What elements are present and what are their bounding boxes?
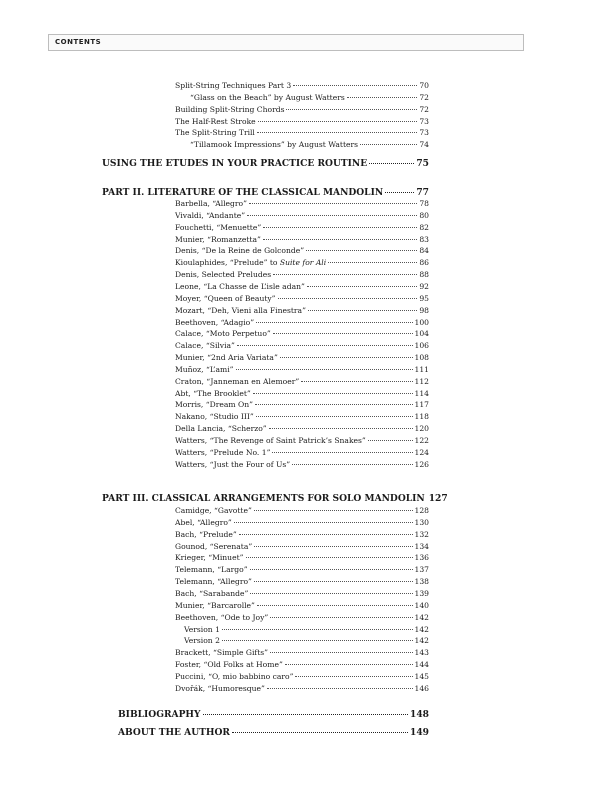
toc-entry-text: Puccini, “O, mio babbino caro”: [175, 671, 294, 681]
toc-entry: [175, 436, 429, 448]
contents-header-label: CONTENTS: [55, 38, 102, 46]
toc-entry-text: Telemann, “Allegro”: [175, 577, 252, 587]
dot-leader: [270, 617, 412, 618]
section-heading: [118, 709, 429, 722]
page-number: 108: [414, 353, 429, 363]
toc-entry-title: [175, 400, 253, 410]
page-number: 142: [414, 624, 429, 634]
toc-entry-text: Dvořák, “Humoresque”: [175, 683, 265, 693]
page-number: 88: [419, 270, 429, 280]
page-number: 144: [414, 660, 429, 670]
toc-entry-title: [175, 270, 271, 280]
dot-leader: [253, 393, 413, 394]
toc-entry: [175, 223, 429, 235]
dot-leader: [258, 121, 417, 122]
page-number: 92: [419, 281, 429, 291]
toc-entry-text: Krieger, “Minuet”: [175, 553, 244, 563]
toc-entry: [190, 140, 429, 152]
toc-entry-text: BIBLIOGRAPHY: [118, 709, 201, 720]
dot-leader: [306, 250, 417, 251]
page-number: 124: [414, 447, 429, 457]
toc-entry-title: [190, 93, 345, 103]
toc-entry-text: ABOUT THE AUTHOR: [118, 727, 230, 738]
toc-entry-text: Della Lancia, “Scherzo”: [175, 424, 267, 434]
toc-entry: [175, 377, 429, 389]
page-number: 78: [419, 199, 429, 208]
toc-entry-title: [175, 684, 265, 694]
page-number: 136: [414, 553, 429, 563]
dot-leader: [295, 676, 412, 677]
toc-entry-title: [175, 258, 326, 268]
dot-leader: [272, 452, 412, 453]
toc-entry-text: Bach, “Prelude”: [175, 529, 237, 539]
toc-entry-text: Morris, “Dream On”: [175, 400, 253, 410]
page-number: 73: [419, 128, 429, 138]
toc-entry: [175, 601, 429, 613]
toc-entry-title: [175, 565, 248, 575]
page-number: 138: [414, 577, 429, 587]
toc-entry-text: Craton, “Janneman en Alemoer”: [175, 376, 300, 386]
toc-entry: [175, 282, 429, 294]
dot-leader: [263, 239, 417, 240]
page-number: 104: [414, 329, 429, 339]
dot-leader: [254, 510, 413, 511]
toc-entry-title: [184, 625, 220, 635]
page-number: 139: [414, 588, 429, 598]
toc-entry-text: Telemann, “Largo”: [175, 565, 248, 575]
dot-leader: [273, 333, 413, 334]
toc-entry-text: Vivaldi, “Andante”: [175, 210, 246, 220]
toc-entry-title: [175, 235, 261, 245]
toc-entry-text: Foster, “Old Folks at Home”: [175, 660, 283, 670]
toc-entry-title: [175, 672, 293, 682]
page-number: 82: [419, 222, 429, 232]
toc-entry-title: [175, 318, 254, 328]
toc-entry-title: [175, 613, 268, 623]
toc-entry: [175, 613, 429, 625]
toc-entry-title: [175, 518, 232, 528]
toc-entry-title: [175, 389, 251, 399]
toc-entry-title: [190, 140, 358, 150]
dot-leader: [285, 664, 413, 665]
toc-entry-text: Building Split-String Chords: [175, 104, 285, 114]
toc-entry-title: [175, 589, 248, 599]
dot-leader: [203, 714, 409, 715]
toc-entry: [175, 589, 429, 601]
toc-entry-text: Munier, “2nd Aria Variata”: [175, 353, 278, 363]
toc-entry: [175, 518, 429, 530]
toc-entry-text: Version 1: [184, 624, 220, 634]
toc-entry-text: The Half-Rest Stroke: [175, 116, 256, 126]
toc-entry-title: [175, 294, 276, 304]
page-number: 70: [419, 81, 429, 90]
toc-entry-title: [175, 246, 304, 256]
dot-leader: [308, 310, 417, 311]
toc-entry-title: [175, 199, 247, 209]
toc-entry: [175, 365, 429, 377]
toc-entry-text: USING THE ETUDES IN YOUR PRACTICE ROUTINE: [102, 158, 368, 169]
dot-leader: [368, 440, 413, 441]
toc-entry: [175, 412, 429, 424]
page-number: 114: [414, 388, 429, 398]
dot-leader: [254, 581, 413, 582]
toc-entry-text: Munier, “Barcarolle”: [175, 600, 255, 610]
toc-entry-text: Moyer, “Queen of Beauty”: [175, 293, 276, 303]
toc-entry-title: [175, 81, 291, 91]
page-number: 83: [419, 234, 429, 244]
page-number: 148: [410, 709, 429, 720]
toc-entry-title: [175, 128, 255, 138]
toc-entry: [175, 684, 429, 696]
toc-entry-title: [175, 353, 278, 363]
toc-entry-title: [175, 105, 284, 115]
toc-entry: [175, 341, 429, 353]
page-number: 98: [419, 305, 429, 315]
toc-entry-title: [175, 436, 366, 446]
toc-entry: [175, 672, 429, 684]
section-heading: [102, 493, 448, 506]
toc-entry-title: [175, 365, 234, 375]
page-number: 130: [414, 517, 429, 527]
toc-entry: [175, 199, 429, 211]
dot-leader: [278, 298, 417, 299]
toc-entry-text: The Split-String Trill: [175, 128, 255, 138]
toc-entry: [175, 353, 429, 365]
toc-entry-text: Abel, “Allegro”: [175, 517, 232, 527]
toc-entry: [175, 448, 429, 460]
dot-leader: [328, 262, 417, 263]
toc-entry-title: [175, 577, 252, 587]
toc-entry: [175, 270, 429, 282]
toc-entry-text: Calace, “Silvia”: [175, 341, 235, 351]
toc-entry-title: [175, 377, 299, 387]
toc-entry: [175, 105, 429, 117]
dot-leader: [232, 732, 408, 733]
toc-entry-text: PART III. CLASSICAL ARRANGEMENTS FOR SOLO MANDOLIN: [102, 493, 425, 504]
toc-entry-text: Gounod, “Serenata”: [175, 541, 253, 551]
toc-entry-title: [175, 306, 306, 316]
toc-entry-text: Denis, “De la Reine de Golconde”: [175, 246, 305, 256]
toc-entry-title: [175, 329, 271, 339]
dot-leader: [237, 345, 413, 346]
dot-leader: [286, 109, 417, 110]
toc-entry: [175, 648, 429, 660]
dot-leader: [273, 274, 417, 275]
page-number: 145: [414, 671, 429, 681]
page-number: 134: [414, 541, 429, 551]
toc-entry-text: Kioulaphides, “Prelude” to: [175, 258, 280, 268]
page-number: 75: [416, 158, 429, 169]
toc-entry-text: “Glass on the Beach” by August Watters: [190, 92, 345, 102]
dot-leader: [280, 357, 413, 358]
toc-entry-text: PART II. LITERATURE OF THE CLASSICAL MANDOLIN: [102, 187, 384, 198]
page-number: 128: [414, 506, 429, 515]
toc-entry-text: Watters, “The Revenge of Saint Patrick’s Snakes”: [175, 436, 366, 445]
toc-entry-title: [118, 727, 230, 738]
toc-entry: [175, 258, 429, 270]
dot-leader: [257, 605, 413, 606]
toc-entry-title: [175, 506, 252, 516]
toc-entry: [175, 565, 429, 577]
toc-entry-text: Bach, “Sarabande”: [175, 588, 249, 598]
page-number: 72: [419, 92, 429, 102]
toc-entry: [190, 93, 429, 105]
toc-entry-title: [175, 448, 270, 458]
page-number: 86: [419, 258, 429, 268]
page-number: 95: [419, 293, 429, 303]
toc-entry: [175, 235, 429, 247]
page-number: 100: [414, 317, 429, 327]
toc-entry-title: [175, 282, 305, 292]
dot-leader: [347, 97, 417, 98]
page-number: 140: [414, 600, 429, 610]
page-number: 132: [414, 529, 429, 539]
toc-entry-text: Barbella, “Allegro”: [175, 199, 247, 208]
page-number: 143: [414, 648, 429, 658]
toc-entry: [175, 389, 429, 401]
toc-entry-title: [102, 187, 383, 198]
toc-entry: [175, 530, 429, 542]
page-number: 73: [419, 116, 429, 126]
toc-entry-title: [175, 648, 268, 658]
page-number: 84: [419, 246, 429, 256]
toc-entry-title: [102, 158, 367, 169]
page-number: 142: [414, 636, 429, 646]
dot-leader: [255, 404, 413, 405]
toc-entry-text: Beethoven, “Adagio”: [175, 317, 255, 327]
dot-leader: [236, 369, 413, 370]
page-number: 72: [419, 104, 429, 114]
toc-entry: [175, 117, 429, 129]
toc-entry-title: [175, 601, 255, 611]
dot-leader: [307, 286, 417, 287]
toc-entry: [175, 660, 429, 672]
page-number: 106: [414, 341, 429, 351]
dot-leader: [247, 215, 417, 216]
toc-entry-text: Fouchetti, “Menuette”: [175, 222, 262, 232]
dot-leader: [301, 381, 412, 382]
dot-leader: [256, 322, 412, 323]
toc-entry-text: Calace, “Moto Perpetuo”: [175, 329, 271, 339]
dot-leader: [246, 557, 413, 558]
dot-leader: [293, 85, 417, 86]
dot-leader: [257, 132, 417, 133]
dot-leader: [385, 192, 414, 193]
toc-entry-text: Split-String Techniques Part 3: [175, 81, 292, 90]
page-number: 111: [414, 364, 429, 374]
toc-entry-title: [175, 542, 252, 552]
dot-leader: [234, 522, 413, 523]
toc-entry-text: Munier, “Romanzetta”: [175, 234, 261, 244]
toc-entry-title: [175, 460, 290, 470]
toc-entry: [175, 128, 429, 140]
toc-entry: [175, 318, 429, 330]
toc-entry-text: Leone, “La Chasse de L’isle adan”: [175, 281, 305, 291]
section-heading: [102, 158, 429, 171]
page-number: 77: [416, 187, 429, 198]
dot-leader: [269, 428, 413, 429]
toc-entry-text: Abt, “The Brooklet”: [175, 388, 251, 398]
toc-entry: [175, 553, 429, 565]
page-number: 142: [414, 612, 429, 622]
toc-entry-text: Nakano, “Studio III”: [175, 412, 254, 422]
page-number: 117: [414, 400, 429, 410]
toc-entry-text: Watters, “Just the Four of Us”: [175, 459, 291, 469]
toc-entry-title: [102, 493, 425, 504]
dot-leader: [292, 464, 412, 465]
page-number: 127: [428, 493, 448, 504]
toc-entry: [175, 211, 429, 223]
toc-entry-title: [175, 424, 267, 434]
toc-entry: [175, 577, 429, 589]
toc-entry-text: Denis, Selected Preludes: [175, 270, 272, 280]
toc-entry: [175, 294, 429, 306]
section-heading: [118, 727, 429, 740]
page-number: 118: [414, 412, 429, 422]
page-number: 122: [414, 436, 429, 445]
dot-leader: [222, 640, 413, 641]
dot-leader: [270, 652, 412, 653]
dot-leader: [249, 203, 417, 204]
toc-entry: [175, 542, 429, 554]
page-number: 149: [410, 727, 429, 738]
toc-entry-title: [175, 412, 254, 422]
toc-entry: [175, 306, 429, 318]
toc-entry: [175, 506, 429, 518]
dot-leader: [250, 569, 413, 570]
page-number: 80: [419, 210, 429, 220]
toc-entry-text: Version 2: [184, 636, 220, 646]
toc-entry-title: [175, 117, 256, 127]
page-number: 74: [419, 140, 429, 150]
toc-entry: [175, 329, 429, 341]
dot-leader: [222, 629, 413, 630]
toc-entry-text: Brackett, “Simple Gifts”: [175, 648, 269, 658]
page-number: 126: [414, 459, 429, 469]
dot-leader: [239, 534, 413, 535]
toc-entry-title: [184, 636, 220, 646]
toc-entry-text: Beethoven, “Ode to Joy”: [175, 612, 269, 622]
page-number: 146: [414, 683, 429, 693]
dot-leader: [360, 144, 417, 145]
toc-entry-title: [175, 223, 261, 233]
dot-leader: [250, 593, 412, 594]
toc-entry-text: Watters, “Prelude No. 1”: [175, 447, 271, 457]
page-number: 120: [414, 424, 429, 434]
toc-entry: [175, 424, 429, 436]
toc-entry-italic-text: Suite for Ali: [279, 258, 327, 268]
toc-entry-text: Mozart, “Deh, Vieni alla Finestra”: [175, 305, 306, 315]
toc-entry-text: Muñoz, “L’ami”: [175, 364, 234, 374]
dot-leader: [254, 546, 412, 547]
toc-entry-title: [175, 341, 235, 351]
toc-entry-title: [175, 553, 244, 563]
toc-entry-text: “Tillamook Impressions” by August Watters: [190, 140, 359, 150]
dot-leader: [256, 416, 413, 417]
toc-entry: [175, 246, 429, 258]
toc-entry: [184, 636, 429, 648]
dot-leader: [263, 227, 417, 228]
toc-entry-title: [175, 660, 283, 670]
toc-entry-text: Camidge, “Gavotte”: [175, 506, 252, 515]
toc-entry-title: [175, 211, 245, 221]
dot-leader: [369, 163, 414, 164]
page-number: 112: [414, 376, 429, 386]
page-number: 137: [414, 565, 429, 575]
toc-entry: [175, 460, 429, 472]
toc-entry: [175, 81, 429, 93]
toc-entry: [175, 400, 429, 412]
toc-entry: [184, 625, 429, 637]
dot-leader: [267, 688, 413, 689]
toc-entry-title: [118, 709, 201, 720]
toc-entry-title: [175, 530, 237, 540]
